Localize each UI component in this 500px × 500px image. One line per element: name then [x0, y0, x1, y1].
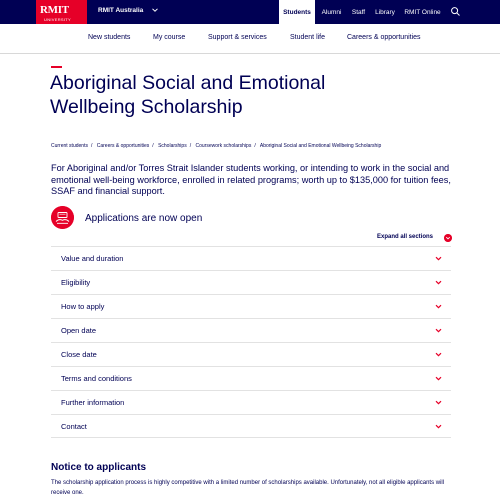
accordion-further-information[interactable] — [51, 391, 451, 414]
top-bar — [0, 0, 500, 24]
accordion-contact[interactable] — [51, 415, 451, 438]
logo-text: RMIT — [40, 4, 69, 16]
breadcrumb-current: Aboriginal Social and Emotional Wellbeing Scholarship — [259, 143, 382, 149]
topnav-students[interactable]: Students — [279, 0, 315, 24]
accordion-eligibility[interactable] — [51, 271, 451, 294]
secnav-careers-opportunities[interactable]: Careers & opportunities — [347, 34, 421, 41]
chevron-down-icon — [435, 279, 442, 286]
chevron-down-icon — [435, 255, 442, 262]
expand-chevron-icon[interactable] — [444, 234, 452, 242]
breadcrumb-item[interactable]: Current students — [51, 143, 88, 149]
chevron-down-icon — [435, 351, 442, 358]
notice-title: Notice to applicants — [51, 462, 147, 473]
accordion-label: Terms and conditions — [61, 374, 132, 383]
accordion-open-date[interactable] — [51, 319, 451, 342]
notice-text: The scholarship application process is highly competitive with a limited number of scholarships available. Unfortunately, not all eligible applicants will receive one. — [51, 480, 445, 496]
chevron-down-icon — [435, 399, 442, 406]
breadcrumb-item[interactable]: Careers & opportunities — [96, 143, 150, 149]
search-icon[interactable] — [450, 6, 461, 17]
page-title: Aboriginal Social and Emotional Wellbeing Scholarship — [50, 72, 326, 118]
accordion-label: Eligibility — [61, 278, 91, 287]
accordion-label: Contact — [61, 422, 87, 431]
secnav-new-students[interactable]: New students — [88, 34, 131, 41]
accordion-label: Open date — [61, 326, 97, 335]
chevron-down-icon — [435, 303, 442, 310]
chevron-down-icon — [435, 375, 442, 382]
secnav-support-services[interactable]: Support & services — [208, 34, 267, 41]
topnav-staff[interactable]: Staff — [351, 8, 366, 16]
breadcrumb-item[interactable]: Scholarships — [158, 143, 187, 149]
accordion-label: Further information — [61, 398, 125, 407]
breadcrumb-item[interactable]: Coursework scholarships — [195, 143, 252, 149]
applications-status: Applications are now open — [85, 213, 203, 224]
accordion-divider — [51, 437, 451, 438]
chevron-down-icon — [435, 423, 442, 430]
chevron-down-icon[interactable] — [151, 6, 159, 14]
region-selector-label[interactable]: RMIT Australia — [98, 7, 144, 14]
expand-all-button[interactable]: Expand all sections — [377, 234, 434, 240]
topnav-library[interactable]: Library — [375, 8, 395, 16]
accordion-value-and-duration[interactable] — [51, 247, 451, 270]
secnav-student-life[interactable]: Student life — [290, 34, 326, 41]
accordion-how-to-apply[interactable] — [51, 295, 451, 318]
accordion-label: Value and duration — [61, 254, 124, 263]
accordion-terms-and-conditions[interactable] — [51, 367, 451, 390]
secnav-my-course[interactable]: My course — [153, 34, 186, 41]
intro-text: For Aboriginal and/or Torres Strait Islander students working, or intending to work in the social and emotional well-being workforce, enrolled in related programs; worth up to $135,000 for tuition fees, SSAF and financial support. — [51, 163, 451, 196]
logo-subtext: UNIVERSITY — [44, 17, 72, 22]
secondary-nav — [0, 24, 500, 54]
accordion-close-date[interactable] — [51, 343, 451, 366]
title-accent-bar — [51, 66, 62, 68]
accordion-label: How to apply — [61, 302, 105, 311]
topnav-rmit-online[interactable]: RMIT Online — [404, 8, 441, 16]
scholarship-hands-icon — [51, 206, 74, 229]
accordion-label: Close date — [61, 350, 97, 359]
chevron-down-icon — [435, 327, 442, 334]
breadcrumb: Current students / Careers & opportunities / Scholarships / Coursework scholarships / Aboriginal Social and Emotional Wellbeing Scholarship — [51, 143, 382, 149]
topnav-alumni[interactable]: Alumni — [321, 8, 342, 16]
